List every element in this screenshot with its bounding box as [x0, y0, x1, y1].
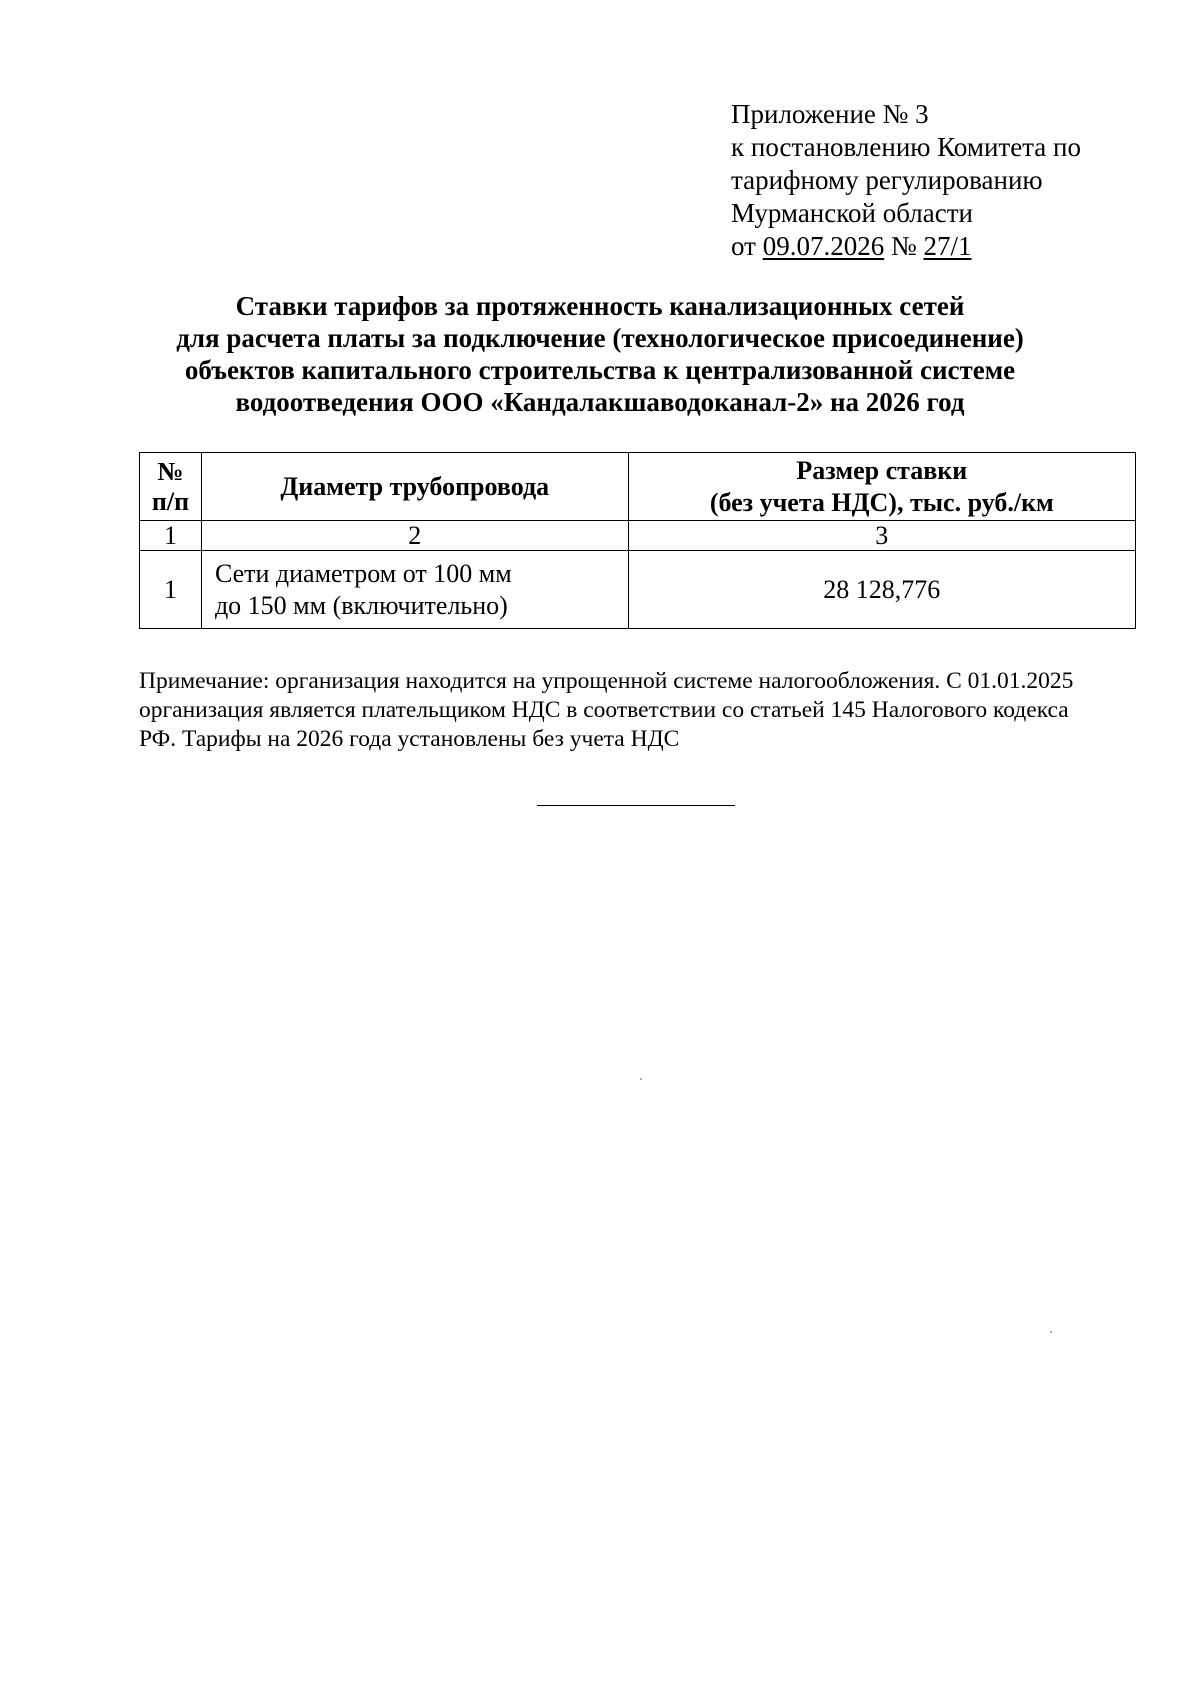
row-diameter: [201, 551, 628, 629]
appendix-ref-line: Мурманской области: [731, 198, 973, 228]
appendix-ref-line: к постановлению Комитета по: [731, 132, 1081, 162]
row-rate: 28 128,776: [628, 551, 1135, 629]
note-line: Примечание: организация находится на упрощенной системе налогообложения. С 01.01.2025: [139, 668, 1074, 694]
note-paragraph: [139, 667, 1139, 754]
header-number: [140, 453, 202, 521]
diameter-line: до 150 мм (включительно): [214, 590, 508, 620]
header-diameter: Диаметр трубопровода: [201, 453, 628, 521]
row-number: 1: [140, 551, 202, 629]
date-prefix: от: [731, 231, 763, 261]
header-rate-title: Размер ставки: [796, 455, 968, 485]
tariff-table: [139, 452, 1136, 629]
decree-date: 09.07.2026: [762, 231, 885, 261]
column-index-cell: 1: [140, 521, 202, 551]
appendix-date-line: [731, 230, 1151, 263]
header-number-symbol: №: [157, 456, 184, 486]
title-line: водоотведения ООО «Кандалакшаводоканал-2» на 2026 год: [235, 387, 965, 417]
scan-speck: [640, 1078, 642, 1080]
column-index-row: [140, 521, 1136, 551]
column-index-cell: 2: [201, 521, 628, 551]
decree-number: 27/1: [923, 231, 972, 261]
table-row: [140, 551, 1136, 629]
appendix-number: Приложение № 3: [731, 99, 929, 129]
diameter-line: Сети диаметром от 100 мм: [214, 558, 512, 588]
note-line: организация является плательщиком НДС в соответствии со статьей 145 Налогового кодекса: [139, 697, 1069, 723]
title-line: Ставки тарифов за протяженность канализационных сетей: [235, 291, 965, 321]
appendix-header: [731, 98, 1151, 263]
title-line: для расчета платы за подключение (технологическое присоединение): [176, 323, 1024, 353]
scan-speck: [1050, 1331, 1052, 1333]
column-index-cell: 3: [628, 521, 1135, 551]
title-line: объектов капитального строительства к централизованной системе: [184, 355, 1016, 385]
closing-divider: [537, 805, 735, 806]
header-number-abbrev: п/п: [151, 486, 190, 516]
table-header-row: [140, 453, 1136, 521]
document-title: [100, 290, 1100, 418]
number-prefix: №: [884, 231, 924, 261]
header-rate-units: (без учета НДС), тыс. руб./км: [709, 487, 1054, 517]
appendix-ref-line: тарифному регулированию: [731, 165, 1043, 195]
header-rate: [628, 453, 1135, 521]
note-line: РФ. Тарифы на 2026 года установлены без учета НДС: [139, 726, 680, 752]
